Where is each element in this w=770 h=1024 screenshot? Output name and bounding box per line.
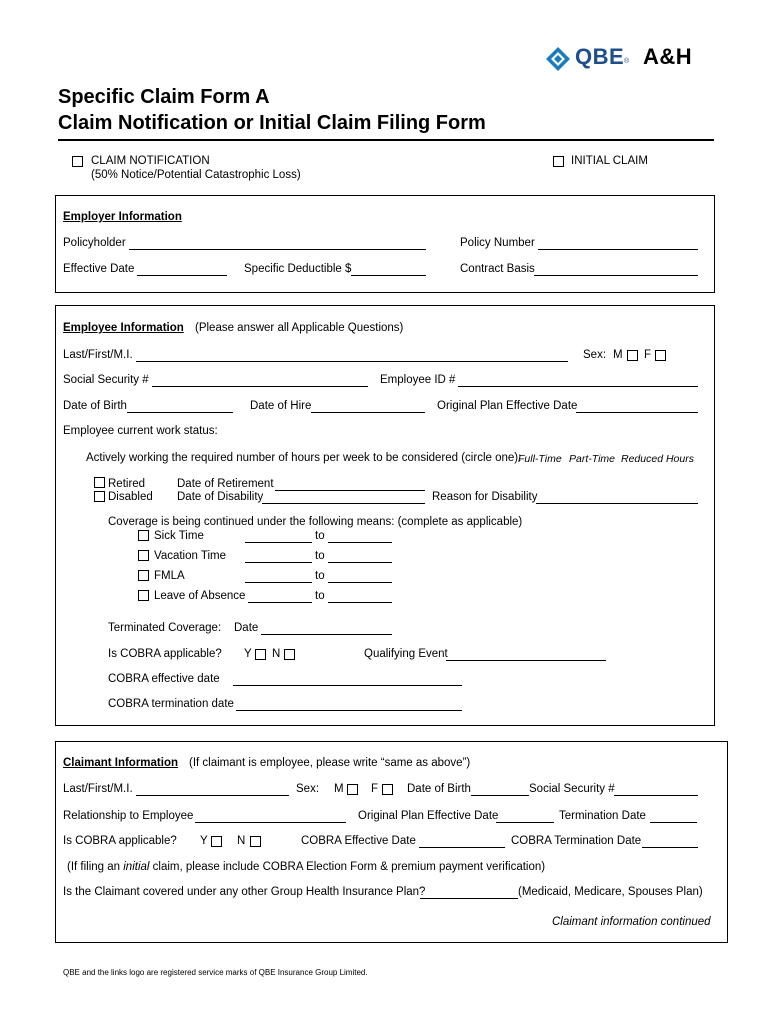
claimant-cobra-no-checkbox[interactable] [250,836,261,847]
effective-date-label: Effective Date [63,263,135,275]
claimant-cobra-termination-label: COBRA Termination Date [511,835,642,847]
sick-time-label: Sick Time [154,530,204,542]
fmla-checkbox[interactable] [138,570,149,581]
employee-name-field[interactable] [136,361,568,362]
vacation-time-from-field[interactable] [245,562,312,563]
initial-claim-label: INITIAL CLAIM [571,155,648,167]
claimant-continued-note: Claimant information continued [552,916,711,928]
claimant-cobra-effective-label: COBRA Effective Date [301,835,416,847]
employee-dob-field[interactable] [127,412,233,413]
employee-original-plan-field[interactable] [576,412,698,413]
employee-doh-label: Date of Hire [250,400,312,412]
part-time-option[interactable]: Part-Time [569,453,615,465]
coverage-means-label: Coverage is being continued under the following means: (complete as applicable) [108,516,523,528]
employee-cobra-applicable-label: Is COBRA applicable? [108,648,222,660]
employee-original-plan-label: Original Plan Effective Date [437,400,578,412]
fmla-from-field[interactable] [245,582,312,583]
employer-section [55,195,715,293]
claimant-original-plan-field[interactable] [496,822,554,823]
claimant-sex-f-label: F [371,783,379,795]
logo-brand: QBE [575,44,625,69]
employee-cobra-no-label: N [272,648,281,660]
fmla-label: FMLA [154,570,185,582]
work-status-label: Employee current work status: [63,425,218,437]
termination-date-field[interactable] [650,822,697,823]
employee-dob-label: Date of Birth [63,400,127,412]
title-rule [58,139,714,141]
disabled-checkbox[interactable] [94,491,105,502]
employer-heading: Employer Information [63,211,182,223]
logo-registered: ® [624,58,630,65]
claimant-original-plan-label: Original Plan Effective Date [358,810,499,822]
leave-of-absence-to-label: to [315,590,325,602]
footer-trademark: QBE and the links logo are registered service marks of QBE Insurance Group Limited. [63,968,368,977]
qualifying-event-field[interactable] [446,660,606,661]
claim-notification-checkbox[interactable] [72,156,83,167]
initial-claim-checkbox[interactable] [553,156,564,167]
employee-id-label: Employee ID # [380,374,456,386]
employee-doh-field[interactable] [311,412,425,413]
employee-cobra-termination-label: COBRA termination date [108,698,234,710]
employee-id-field[interactable] [458,386,698,387]
employee-sex-m-label: M [613,349,623,361]
claimant-cobra-yes-checkbox[interactable] [211,836,222,847]
disabled-label: Disabled [108,491,153,503]
policyholder-label: Policyholder [63,237,126,249]
logo-division: A&H [643,44,693,69]
full-time-option[interactable]: Full-Time [518,453,562,465]
reason-for-disability-label: Reason for Disability [432,491,538,503]
claimant-dob-field[interactable] [471,795,529,796]
other-plan-label: Is the Claimant covered under any other Group Health Insurance Plan? [63,886,426,898]
vacation-time-to-label: to [315,550,325,562]
form-subtitle: Claim Notification or Initial Claim Filing Form [58,112,486,134]
employee-cobra-effective-field[interactable] [233,685,462,686]
employee-sex-f-label: F [644,349,652,361]
claimant-cobra-effective-field[interactable] [419,847,505,848]
vacation-time-label: Vacation Time [154,550,227,562]
claimant-heading: Claimant Information [63,757,179,769]
employee-heading: Employee Information [63,322,184,334]
sick-time-checkbox[interactable] [138,530,149,541]
terminated-date-label: Date [234,622,259,634]
leave-of-absence-checkbox[interactable] [138,590,149,601]
claimant-heading-note: (If claimant is employee, please write “same as above”) [189,757,471,769]
claim-notification-label: CLAIM NOTIFICATION [91,155,210,167]
relationship-field[interactable] [195,822,346,823]
policy-number-field[interactable] [538,249,698,250]
vacation-time-to-field[interactable] [328,562,392,563]
other-plan-note: (Medicaid, Medicare, Spouses Plan) [518,886,703,898]
fmla-to-label: to [315,570,325,582]
initial-claim-note: (If filing an initial claim, please include COBRA Election Form & premium payment verification) [67,861,546,873]
form-title: Specific Claim Form A [58,86,270,108]
employee-ssn-field[interactable] [152,386,368,387]
date-of-retirement-label: Date of Retirement [177,478,274,490]
effective-date-field[interactable] [137,275,227,276]
specific-deductible-label: Specific Deductible $ [244,263,352,275]
employee-name-label: Last/First/M.I. [63,349,133,361]
employee-sex-label: Sex: [583,349,607,361]
claimant-sex-m-label: M [334,783,344,795]
claimant-cobra-yes-label: Y [200,835,208,847]
retired-checkbox[interactable] [94,477,105,488]
actively-working-label: Actively working the required number of hours per week to be considered (circle one): [86,452,522,464]
vacation-time-checkbox[interactable] [138,550,149,561]
claimant-name-label: Last/First/M.I. [63,783,133,795]
policy-number-label: Policy Number [460,237,535,249]
employee-cobra-no-checkbox[interactable] [284,649,295,660]
relationship-label: Relationship to Employee [63,810,194,822]
leave-of-absence-from-field[interactable] [248,602,312,603]
claimant-sex-m-checkbox[interactable] [347,784,358,795]
termination-date-label: Termination Date [559,810,646,822]
terminated-date-field[interactable] [261,634,392,635]
claimant-cobra-no-label: N [237,835,246,847]
leave-of-absence-label: Leave of Absence [154,590,246,602]
date-of-retirement-field[interactable] [275,490,425,491]
qualifying-event-label: Qualifying Event [364,648,448,660]
claimant-name-field[interactable] [136,795,289,796]
employee-ssn-label: Social Security # [63,374,149,386]
fmla-to-field[interactable] [328,582,392,583]
employee-sex-m-checkbox[interactable] [627,350,638,361]
other-plan-field[interactable] [420,898,518,899]
employee-heading-note: (Please answer all Applicable Questions) [195,322,404,334]
date-of-disability-label: Date of Disability [177,491,264,503]
terminated-coverage-label: Terminated Coverage: [108,622,222,634]
contract-basis-label: Contract Basis [460,263,535,275]
contract-basis-field[interactable] [534,275,698,276]
retired-label: Retired [108,478,146,490]
employee-cobra-effective-label: COBRA effective date [108,673,220,685]
specific-deductible-field[interactable] [351,275,426,276]
reason-for-disability-field[interactable] [536,503,698,504]
employee-cobra-yes-checkbox[interactable] [255,649,266,660]
claimant-ssn-field[interactable] [614,795,698,796]
claimant-cobra-termination-field[interactable] [642,847,698,848]
reduced-hours-option[interactable]: Reduced Hours [621,453,694,465]
claimant-dob-label: Date of Birth [407,783,471,795]
claim-notification-note: (50% Notice/Potential Catastrophic Loss) [91,169,301,181]
sick-time-to-label: to [315,530,325,542]
sick-time-from-field[interactable] [245,542,312,543]
policyholder-field[interactable] [129,249,426,250]
claimant-cobra-applicable-label: Is COBRA applicable? [63,835,177,847]
claimant-sex-f-checkbox[interactable] [382,784,393,795]
qbe-links-logo-icon [545,46,571,72]
claimant-sex-label: Sex: [296,783,320,795]
leave-of-absence-to-field[interactable] [328,602,392,603]
date-of-disability-field[interactable] [262,503,425,504]
employee-cobra-yes-label: Y [244,648,252,660]
claimant-ssn-label: Social Security # [529,783,615,795]
sick-time-to-field[interactable] [328,542,392,543]
employee-cobra-termination-field[interactable] [236,710,462,711]
employee-sex-f-checkbox[interactable] [655,350,666,361]
